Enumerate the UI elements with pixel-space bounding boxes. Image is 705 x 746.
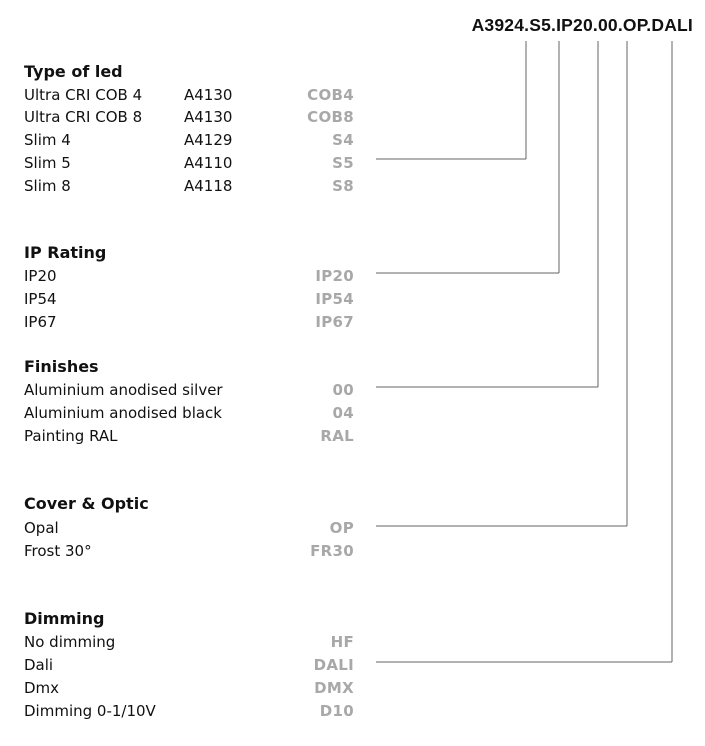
option-label: Slim 5	[24, 154, 71, 172]
option-reference: A4110	[184, 154, 233, 172]
leader-line-cover-optic	[376, 41, 627, 526]
option-code: 00	[332, 381, 354, 399]
option-label: Frost 30°	[24, 542, 92, 560]
option-label: Slim 4	[24, 131, 71, 149]
option-code: S8	[332, 177, 354, 195]
leader-line-led-type	[376, 41, 526, 159]
option-code: S5	[332, 154, 354, 172]
option-label: Ultra CRI COB 8	[24, 108, 143, 126]
option-code: HF	[330, 633, 354, 651]
option-code: RAL	[320, 427, 354, 445]
section-heading-ip-rating: IP Rating	[24, 243, 107, 262]
option-code: IP67	[315, 313, 354, 331]
option-label: Aluminium anodised silver	[24, 381, 223, 399]
option-code: D10	[319, 702, 354, 720]
option-code: COB8	[307, 108, 354, 126]
leader-line-finish	[376, 41, 598, 387]
option-code: DALI	[313, 656, 354, 674]
leader-line-dimming	[376, 41, 672, 662]
option-label: IP67	[24, 313, 57, 331]
section-heading-dimming: Dimming	[24, 609, 105, 628]
option-label: Opal	[24, 519, 59, 537]
option-label: IP20	[24, 267, 57, 285]
option-label: Ultra CRI COB 4	[24, 86, 143, 104]
option-code: IP54	[315, 290, 354, 308]
option-label: IP54	[24, 290, 57, 308]
option-label: Dali	[24, 656, 54, 674]
option-label: Painting RAL	[24, 427, 118, 445]
section-heading-cover-optic: Cover & Optic	[24, 494, 149, 513]
option-label: Dimming 0-1/10V	[24, 702, 156, 720]
product-code: A3924.S5.IP20.00.OP.DALI	[471, 15, 693, 35]
option-code: S4	[332, 131, 354, 149]
section-heading-finishes: Finishes	[24, 357, 99, 376]
option-reference: A4130	[184, 108, 233, 126]
option-reference: A4118	[184, 177, 233, 195]
option-code: OP	[329, 519, 354, 537]
option-reference: A4130	[184, 86, 233, 104]
section-heading-type-of-led: Type of led	[24, 62, 123, 81]
leader-line-ip-rating	[376, 41, 559, 273]
option-label: No dimming	[24, 633, 116, 651]
option-reference: A4129	[184, 131, 233, 149]
option-code: 04	[332, 404, 354, 422]
option-code: IP20	[315, 267, 354, 285]
option-label: Aluminium anodised black	[24, 404, 222, 422]
option-code: COB4	[307, 86, 354, 104]
option-code: FR30	[310, 542, 354, 560]
option-code: DMX	[314, 679, 354, 697]
option-label: Dmx	[24, 679, 60, 697]
option-label: Slim 8	[24, 177, 71, 195]
